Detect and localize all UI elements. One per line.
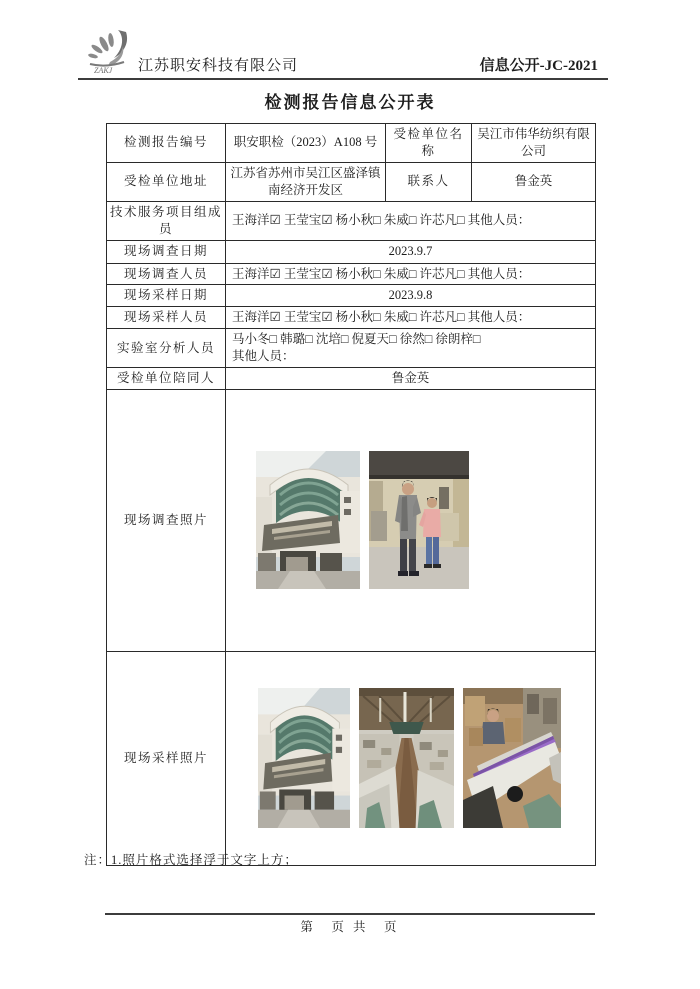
page-title: 检测报告信息公开表: [264, 93, 436, 112]
photo-weaving-workshop-aisle: [359, 688, 454, 828]
lab-staff-line1: 马小冬□ 韩璐□ 沈培□ 倪夏天□ 徐然□ 徐朗梓□: [232, 332, 481, 347]
companion-label: 受检单位陪同人: [107, 367, 226, 389]
company-logo-icon: [84, 28, 136, 79]
unit-name-value: 吴江市伟华纺织有限公司: [472, 124, 596, 163]
survey-date-label: 现场调查日期: [107, 240, 226, 263]
page-header: [78, 28, 608, 80]
row-report-no: [107, 124, 596, 163]
row-sampling-date: [107, 285, 596, 307]
survey-photos-label: 现场调查照片: [107, 389, 226, 651]
row-sampling-staff: [107, 307, 596, 329]
sampling-staff-label: 现场采样人员: [107, 307, 226, 329]
lab-staff-value: [226, 329, 596, 368]
photo-onsite-interview-two-people: [369, 451, 469, 589]
page-number-text: 第 页 共 页: [300, 920, 400, 934]
footer-divider: [105, 913, 595, 915]
row-survey-photos: [107, 389, 596, 651]
lab-staff-line2: 其他人员：: [232, 349, 295, 363]
row-sampling-photos: [107, 651, 596, 865]
company-name: 江苏职安科技有限公司: [138, 58, 299, 74]
sampling-date-value: 2023.9.8: [226, 285, 596, 307]
sampling-photos-cell: [226, 651, 596, 865]
info-disclosure-table: [106, 123, 596, 866]
report-no-label: 检测报告编号: [107, 124, 226, 163]
project-team-value: 王海洋☑ 王莹宝☑ 杨小秋□ 朱威□ 许芯凡□ 其他人员：: [226, 201, 596, 240]
survey-photos-cell: [226, 389, 596, 651]
unit-name-label: 受检单位名称: [386, 124, 472, 163]
photo-loom-with-purple-warp: [463, 688, 561, 828]
photo-factory-entrance-building: [256, 451, 360, 589]
photo-factory-entrance-building-2: [258, 688, 350, 828]
contact-value: 鲁金英: [472, 162, 596, 201]
survey-staff-value: 王海洋☑ 王莹宝☑ 杨小秋□ 朱威□ 许芯凡□ 其他人员：: [226, 263, 596, 285]
report-no-value: 职安职检（2023）A108 号: [226, 124, 386, 163]
companion-value: 鲁金英: [226, 367, 596, 389]
footnote: 注：1.照片格式选择浮于文字上方；: [84, 853, 298, 867]
sampling-date-label: 现场采样日期: [107, 285, 226, 307]
row-project-team: [107, 201, 596, 240]
row-survey-date: [107, 240, 596, 263]
unit-address-label: 受检单位地址: [107, 162, 226, 201]
sampling-photos-label: 现场采样照片: [107, 651, 226, 865]
doc-code: 信息公开-JC-2021: [479, 58, 598, 74]
contact-label: 联系人: [386, 162, 472, 201]
survey-date-value: 2023.9.7: [226, 240, 596, 263]
sampling-staff-value: 王海洋☑ 王莹宝☑ 杨小秋□ 朱威□ 许芯凡□ 其他人员：: [226, 307, 596, 329]
row-companion: [107, 367, 596, 389]
logo-text: ZAKJ: [94, 66, 113, 74]
lab-staff-label: 实验室分析人员: [107, 329, 226, 368]
row-survey-staff: [107, 263, 596, 285]
project-team-label: 技术服务项目组成员: [107, 201, 226, 240]
row-unit-address: [107, 162, 596, 201]
row-lab-staff: [107, 329, 596, 368]
survey-staff-label: 现场调查人员: [107, 263, 226, 285]
unit-address-value: 江苏省苏州市吴江区盛泽镇南经济开发区: [226, 162, 386, 201]
